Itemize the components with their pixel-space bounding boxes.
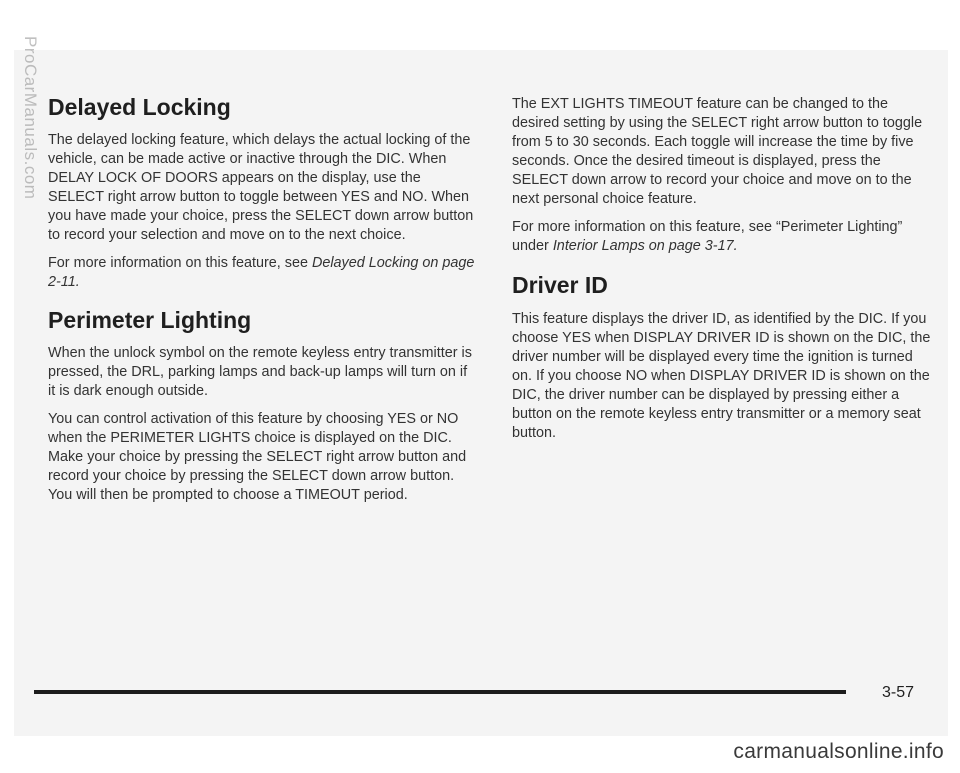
reference-link[interactable]: Interior Lamps on page 3-17. (552, 238, 738, 254)
footer-rule (34, 690, 846, 694)
perimeter-lighting-paragraph-3: The EXT LIGHTS TIMEOUT feature can be changed to the desired setting by using the SELECT right arrow button to toggle from 5 to 30 seconds. Each toggle will increase the time by five seconds. Once the desired timeout is displayed, press the SELECT down arrow to record your choice and move on to the next personal choice feature. (512, 96, 923, 207)
perimeter-lighting-reference (512, 218, 932, 256)
delayed-locking-paragraph: The delayed locking feature, which delays the actual locking of the vehicle, can be made active or inactive through the DIC. When DELAY LOCK OF DOORS appears on the display, use the SELECT right arrow button to toggle between YES and NO. When you have made your choice, press the SELECT down arrow button to record your selection and move on to the next choice. (48, 132, 474, 243)
driver-id-paragraph: This feature displays the driver ID, as identified by the DIC. If you choose YES when DISPLAY DRIVER ID is shown on the DIC, the driver number will be displayed every time the ignition is turned on. If you choose NO when DISPLAY DRIVER ID is shown on the DIC, the driver number can be displayed by pressing either a button on the remote keyless entry transmitter or a memory seat button. (512, 311, 931, 441)
heading-driver-id: Driver ID (512, 272, 608, 298)
side-watermark (0, 0, 42, 773)
manual-page (14, 50, 948, 736)
perimeter-lighting-paragraph-1: When the unlock symbol on the remote keyless entry transmitter is pressed, the DRL, parking lamps and back-up lamps will turn on if it is dark enough outside. (48, 345, 472, 399)
reference-prefix: For more information on this feature, see (48, 255, 312, 271)
footer-watermark[interactable]: carmanualsonline.info (733, 740, 944, 763)
reference-link[interactable]: Delayed Locking on page 2-11. (48, 255, 475, 290)
right-column (512, 50, 932, 443)
heading-perimeter-lighting: Perimeter Lighting (48, 307, 252, 333)
reference-prefix: For more information on this feature, see “Perimeter Lighting” under (512, 219, 903, 254)
page-number: 3-57 (882, 684, 915, 701)
side-watermark-text: ProCarManuals.com (21, 36, 40, 200)
perimeter-lighting-paragraph-2: You can control activation of this feature by choosing YES or NO when the PERIMETER LIGHTS choice is displayed on the DIC. Make your choice by pressing the SELECT right arrow button and record your choice by pressing the SELECT down arrow button. You will then be prompted to choose a TIMEOUT period. (48, 411, 467, 503)
left-column (48, 50, 476, 505)
heading-delayed-locking: Delayed Locking (48, 94, 231, 120)
delayed-locking-reference (48, 254, 476, 292)
